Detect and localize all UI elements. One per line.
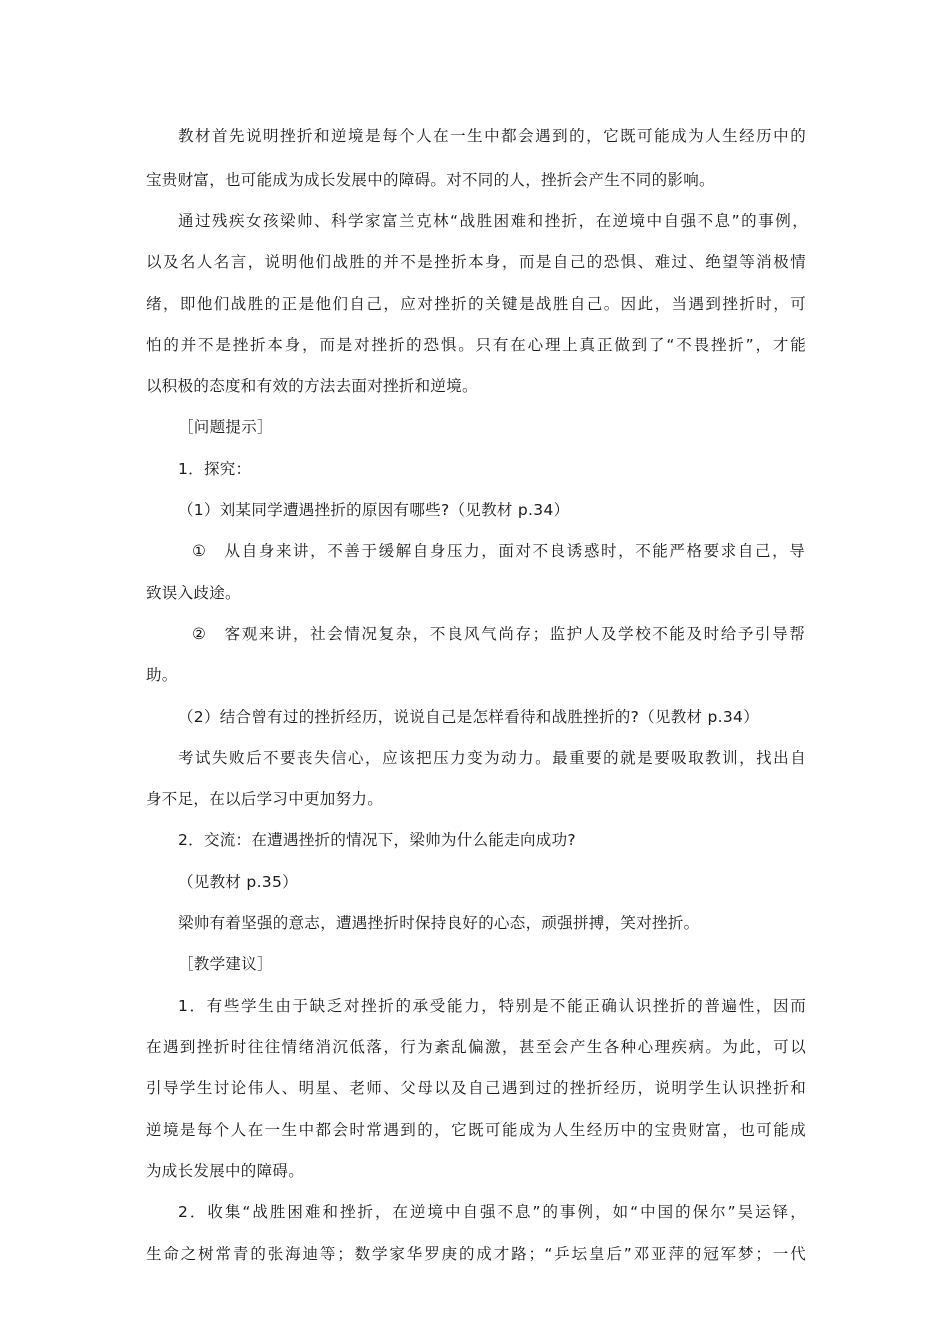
text-line: 宝贵财富，也可能成为成长发展中的障碍。对不同的人，挫折会产生不同的影响。 <box>146 171 715 189</box>
text-line: ① 从自身来讲，不善于缓解自身压力，面对不良诱惑时，不能严格要求自己，导 <box>192 542 805 560</box>
text-line: 逆境是每个人在一生中都会时常遇到的，它既可能成为人生经历中的宝贵财富，也可能成 <box>146 1121 806 1139</box>
text-line: 1．有些学生由于缺乏对挫折的承受能力，特别是不能正确认识挫折的普遍性，因而 <box>178 997 806 1015</box>
text-line: 2．收集“战胜困难和挫折，在逆境中自强不息”的事例，如“中国的保尔”吴运铎， <box>178 1203 806 1221</box>
text-line: 2．交流：在遭遇挫折的情况下，梁帅为什么能走向成功? <box>178 831 576 849</box>
text-line: （1）刘某同学遭遇挫折的原因有哪些?（见教材 p.34） <box>178 501 570 519</box>
text-line: 梁帅有着坚强的意志，遭遇挫折时保持良好的心态，顽强拼搏，笑对挫折。 <box>178 914 700 932</box>
text-line: 助。 <box>146 666 178 684</box>
text-line: 为成长发展中的障碍。 <box>146 1162 305 1180</box>
text-line: 以积极的态度和有效的方法去面对挫折和逆境。 <box>146 377 478 395</box>
text-line: 通过残疾女孩梁帅、科学家富兰克林“战胜困难和挫折，在逆境中自强不息”的事例， <box>178 212 808 230</box>
text-line: 致误入歧途。 <box>146 584 241 602</box>
text-line: 以及名人名言，说明他们战胜的并不是挫折本身，而是自己的恐惧、难过、绝望等消极情 <box>146 253 806 271</box>
text-line: 身不足，在以后学习中更加努力。 <box>146 790 384 808</box>
text-line: （见教材 p.35） <box>178 873 298 891</box>
text-line: 绪，即他们战胜的正是他们自己，应对挫折的关键是战胜自己。因此，当遇到挫折时，可 <box>146 295 806 313</box>
text-line: 生命之树常青的张海迪等；数学家华罗庚的成才路；“乒坛皇后”邓亚萍的冠军梦；一代 <box>146 1245 806 1263</box>
text-line: ② 客观来讲，社会情况复杂，不良风气尚存；监护人及学校不能及时给予引导帮 <box>192 625 805 643</box>
text-line: 考试失败后不要丧失信心，应该把压力变为动力。最重要的就是要吸取教训，找出自 <box>178 749 806 767</box>
section-heading: ［问题提示］ <box>178 418 273 436</box>
text-line: 引导学生讨论伟人、明星、老师、父母以及自己遇到过的挫折经历，说明学生认识挫折和 <box>146 1079 806 1097</box>
text-line: 1．探究： <box>178 460 252 478</box>
text-line: 教材首先说明挫折和逆境是每个人在一生中都会遇到的，它既可能成为人生经历中的 <box>178 127 806 145</box>
text-line: 怕的并不是挫折本身，而是对挫折的恐惧。只有在心理上真正做到了“不畏挫折”，才能 <box>146 336 806 354</box>
section-heading: ［教学建议］ <box>178 955 273 973</box>
text-line: （2）结合曾有过的挫折经历，说说自己是怎样看待和战胜挫折的?（见教材 p.34） <box>178 708 760 726</box>
text-line: 在遇到挫折时往往情绪消沉低落，行为紊乱偏激，甚至会产生各种心理疾病。为此，可以 <box>146 1038 806 1056</box>
